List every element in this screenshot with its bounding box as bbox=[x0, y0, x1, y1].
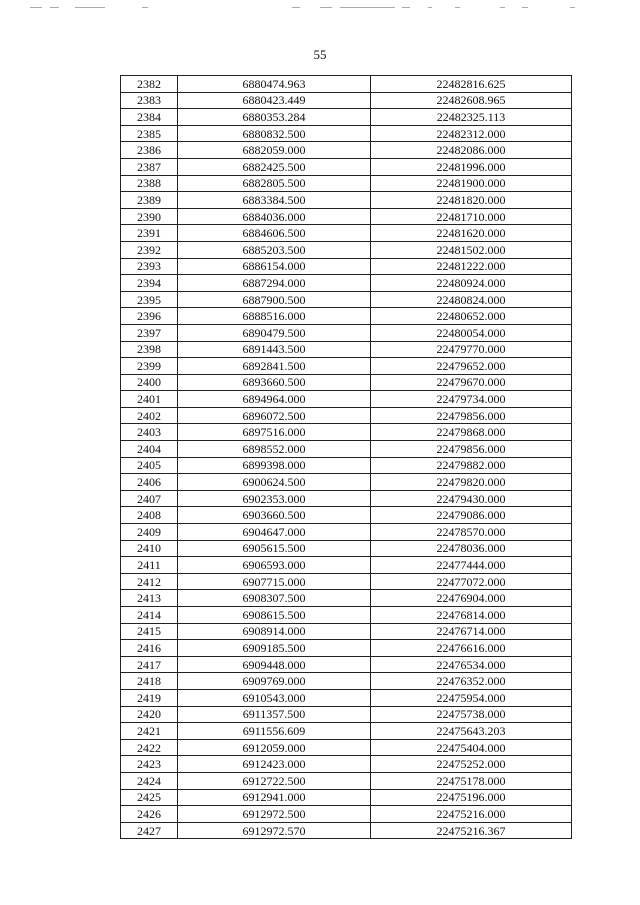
y-coordinate-cell: 22480824.000 bbox=[371, 291, 572, 308]
y-coordinate-cell: 22479652.000 bbox=[371, 358, 572, 375]
y-coordinate-cell: 22479670.000 bbox=[371, 374, 572, 391]
x-coordinate-cell: 6880474.963 bbox=[178, 76, 371, 93]
point-number-cell: 2409 bbox=[121, 524, 178, 541]
table-row bbox=[121, 125, 572, 142]
y-coordinate-cell: 22482608.965 bbox=[371, 92, 572, 109]
table-row bbox=[121, 374, 572, 391]
point-number-cell: 2395 bbox=[121, 291, 178, 308]
y-coordinate-cell: 22476534.000 bbox=[371, 656, 572, 673]
y-coordinate-cell: 22479882.000 bbox=[371, 457, 572, 474]
y-coordinate-cell: 22481900.000 bbox=[371, 175, 572, 192]
table-row bbox=[121, 640, 572, 657]
x-coordinate-cell: 6880353.284 bbox=[178, 109, 371, 126]
point-number-cell: 2412 bbox=[121, 573, 178, 590]
point-number-cell: 2396 bbox=[121, 308, 178, 325]
y-coordinate-cell: 22475178.000 bbox=[371, 772, 572, 789]
table-row bbox=[121, 457, 572, 474]
point-number-cell: 2419 bbox=[121, 689, 178, 706]
x-coordinate-cell: 6893660.500 bbox=[178, 374, 371, 391]
point-number-cell: 2401 bbox=[121, 391, 178, 408]
y-coordinate-cell: 22476904.000 bbox=[371, 590, 572, 607]
x-coordinate-cell: 6909448.000 bbox=[178, 656, 371, 673]
table-row bbox=[121, 806, 572, 823]
x-coordinate-cell: 6898552.000 bbox=[178, 441, 371, 458]
y-coordinate-cell: 22477444.000 bbox=[371, 557, 572, 574]
table-row bbox=[121, 540, 572, 557]
x-coordinate-cell: 6887294.000 bbox=[178, 275, 371, 292]
x-coordinate-cell: 6891443.500 bbox=[178, 341, 371, 358]
x-coordinate-cell: 6884606.500 bbox=[178, 225, 371, 242]
table-row bbox=[121, 391, 572, 408]
point-number-cell: 2402 bbox=[121, 407, 178, 424]
point-number-cell: 2406 bbox=[121, 474, 178, 491]
x-coordinate-cell: 6892841.500 bbox=[178, 358, 371, 375]
point-number-cell: 2398 bbox=[121, 341, 178, 358]
point-number-cell: 2390 bbox=[121, 208, 178, 225]
y-coordinate-cell: 22480054.000 bbox=[371, 324, 572, 341]
y-coordinate-cell: 22481502.000 bbox=[371, 241, 572, 258]
table-row bbox=[121, 474, 572, 491]
point-number-cell: 2397 bbox=[121, 324, 178, 341]
x-coordinate-cell: 6887900.500 bbox=[178, 291, 371, 308]
y-coordinate-cell: 22475216.367 bbox=[371, 822, 572, 839]
x-coordinate-cell: 6900624.500 bbox=[178, 474, 371, 491]
y-coordinate-cell: 22479868.000 bbox=[371, 424, 572, 441]
point-number-cell: 2399 bbox=[121, 358, 178, 375]
point-number-cell: 2424 bbox=[121, 772, 178, 789]
point-number-cell: 2421 bbox=[121, 723, 178, 740]
y-coordinate-cell: 22480652.000 bbox=[371, 308, 572, 325]
table-row bbox=[121, 258, 572, 275]
y-coordinate-cell: 22475643.203 bbox=[371, 723, 572, 740]
point-number-cell: 2391 bbox=[121, 225, 178, 242]
x-coordinate-cell: 6890479.500 bbox=[178, 324, 371, 341]
table-row bbox=[121, 341, 572, 358]
table-row bbox=[121, 623, 572, 640]
page-number: 55 bbox=[313, 47, 327, 62]
y-coordinate-cell: 22475404.000 bbox=[371, 739, 572, 756]
x-coordinate-cell: 6912972.570 bbox=[178, 822, 371, 839]
point-number-cell: 2394 bbox=[121, 275, 178, 292]
table-row bbox=[121, 291, 572, 308]
x-coordinate-cell: 6902353.000 bbox=[178, 490, 371, 507]
x-coordinate-cell: 6911357.500 bbox=[178, 706, 371, 723]
x-coordinate-cell: 6908307.500 bbox=[178, 590, 371, 607]
y-coordinate-cell: 22482816.625 bbox=[371, 76, 572, 93]
x-coordinate-cell: 6882425.500 bbox=[178, 158, 371, 175]
point-number-cell: 2404 bbox=[121, 441, 178, 458]
table-row bbox=[121, 507, 572, 524]
table-row bbox=[121, 76, 572, 93]
table-row bbox=[121, 441, 572, 458]
table-row bbox=[121, 241, 572, 258]
table-row bbox=[121, 208, 572, 225]
y-coordinate-cell: 22476616.000 bbox=[371, 640, 572, 657]
point-number-cell: 2386 bbox=[121, 142, 178, 159]
table-row bbox=[121, 158, 572, 175]
y-coordinate-cell: 22477072.000 bbox=[371, 573, 572, 590]
x-coordinate-cell: 6894964.000 bbox=[178, 391, 371, 408]
table-row bbox=[121, 573, 572, 590]
y-coordinate-cell: 22479086.000 bbox=[371, 507, 572, 524]
table-row bbox=[121, 723, 572, 740]
x-coordinate-cell: 6912059.000 bbox=[178, 739, 371, 756]
x-coordinate-cell: 6880832.500 bbox=[178, 125, 371, 142]
table-row bbox=[121, 192, 572, 209]
x-coordinate-cell: 6908615.500 bbox=[178, 607, 371, 624]
table-row bbox=[121, 689, 572, 706]
point-number-cell: 2426 bbox=[121, 806, 178, 823]
x-coordinate-cell: 6880423.449 bbox=[178, 92, 371, 109]
point-number-cell: 2393 bbox=[121, 258, 178, 275]
x-coordinate-cell: 6909185.500 bbox=[178, 640, 371, 657]
table-row bbox=[121, 822, 572, 839]
y-coordinate-cell: 22482312.000 bbox=[371, 125, 572, 142]
point-number-cell: 2413 bbox=[121, 590, 178, 607]
x-coordinate-cell: 6899398.000 bbox=[178, 457, 371, 474]
point-number-cell: 2383 bbox=[121, 92, 178, 109]
table-row bbox=[121, 656, 572, 673]
y-coordinate-cell: 22479430.000 bbox=[371, 490, 572, 507]
coordinate-table bbox=[120, 75, 572, 839]
point-number-cell: 2408 bbox=[121, 507, 178, 524]
x-coordinate-cell: 6903660.500 bbox=[178, 507, 371, 524]
x-coordinate-cell: 6896072.500 bbox=[178, 407, 371, 424]
point-number-cell: 2420 bbox=[121, 706, 178, 723]
table-row bbox=[121, 424, 572, 441]
table-row bbox=[121, 407, 572, 424]
table-row bbox=[121, 358, 572, 375]
table-row bbox=[121, 142, 572, 159]
point-number-cell: 2423 bbox=[121, 756, 178, 773]
point-number-cell: 2403 bbox=[121, 424, 178, 441]
table-row bbox=[121, 175, 572, 192]
point-number-cell: 2385 bbox=[121, 125, 178, 142]
x-coordinate-cell: 6906593.000 bbox=[178, 557, 371, 574]
table-row bbox=[121, 590, 572, 607]
point-number-cell: 2407 bbox=[121, 490, 178, 507]
table-row bbox=[121, 308, 572, 325]
point-number-cell: 2427 bbox=[121, 822, 178, 839]
coordinate-table-body bbox=[121, 76, 572, 839]
table-row bbox=[121, 524, 572, 541]
x-coordinate-cell: 6908914.000 bbox=[178, 623, 371, 640]
table-row bbox=[121, 92, 572, 109]
x-coordinate-cell: 6897516.000 bbox=[178, 424, 371, 441]
table-row bbox=[121, 739, 572, 756]
y-coordinate-cell: 22479820.000 bbox=[371, 474, 572, 491]
y-coordinate-cell: 22481820.000 bbox=[371, 192, 572, 209]
y-coordinate-cell: 22475216.000 bbox=[371, 806, 572, 823]
y-coordinate-cell: 22481222.000 bbox=[371, 258, 572, 275]
point-number-cell: 2405 bbox=[121, 457, 178, 474]
y-coordinate-cell: 22475196.000 bbox=[371, 789, 572, 806]
table-row bbox=[121, 109, 572, 126]
point-number-cell: 2387 bbox=[121, 158, 178, 175]
y-coordinate-cell: 22479856.000 bbox=[371, 441, 572, 458]
point-number-cell: 2414 bbox=[121, 607, 178, 624]
point-number-cell: 2411 bbox=[121, 557, 178, 574]
y-coordinate-cell: 22482086.000 bbox=[371, 142, 572, 159]
table-row bbox=[121, 706, 572, 723]
y-coordinate-cell: 22479770.000 bbox=[371, 341, 572, 358]
x-coordinate-cell: 6912423.000 bbox=[178, 756, 371, 773]
point-number-cell: 2384 bbox=[121, 109, 178, 126]
point-number-cell: 2389 bbox=[121, 192, 178, 209]
point-number-cell: 2410 bbox=[121, 540, 178, 557]
x-coordinate-cell: 6911556.609 bbox=[178, 723, 371, 740]
table-row bbox=[121, 756, 572, 773]
x-coordinate-cell: 6884036.000 bbox=[178, 208, 371, 225]
y-coordinate-cell: 22476814.000 bbox=[371, 607, 572, 624]
x-coordinate-cell: 6912941.000 bbox=[178, 789, 371, 806]
y-coordinate-cell: 22479734.000 bbox=[371, 391, 572, 408]
table-row bbox=[121, 275, 572, 292]
x-coordinate-cell: 6883384.500 bbox=[178, 192, 371, 209]
x-coordinate-cell: 6882805.500 bbox=[178, 175, 371, 192]
x-coordinate-cell: 6882059.000 bbox=[178, 142, 371, 159]
scan-artifacts bbox=[30, 7, 590, 9]
table-row bbox=[121, 324, 572, 341]
y-coordinate-cell: 22476714.000 bbox=[371, 623, 572, 640]
point-number-cell: 2425 bbox=[121, 789, 178, 806]
y-coordinate-cell: 22480924.000 bbox=[371, 275, 572, 292]
y-coordinate-cell: 22482325.113 bbox=[371, 109, 572, 126]
table-row bbox=[121, 772, 572, 789]
x-coordinate-cell: 6907715.000 bbox=[178, 573, 371, 590]
y-coordinate-cell: 22475252.000 bbox=[371, 756, 572, 773]
x-coordinate-cell: 6909769.000 bbox=[178, 673, 371, 690]
y-coordinate-cell: 22478036.000 bbox=[371, 540, 572, 557]
y-coordinate-cell: 22479856.000 bbox=[371, 407, 572, 424]
point-number-cell: 2415 bbox=[121, 623, 178, 640]
point-number-cell: 2416 bbox=[121, 640, 178, 657]
table-row bbox=[121, 557, 572, 574]
x-coordinate-cell: 6905615.500 bbox=[178, 540, 371, 557]
y-coordinate-cell: 22481996.000 bbox=[371, 158, 572, 175]
table-row bbox=[121, 225, 572, 242]
point-number-cell: 2382 bbox=[121, 76, 178, 93]
x-coordinate-cell: 6904647.000 bbox=[178, 524, 371, 541]
table-row bbox=[121, 789, 572, 806]
y-coordinate-cell: 22475954.000 bbox=[371, 689, 572, 706]
point-number-cell: 2392 bbox=[121, 241, 178, 258]
point-number-cell: 2400 bbox=[121, 374, 178, 391]
y-coordinate-cell: 22481710.000 bbox=[371, 208, 572, 225]
y-coordinate-cell: 22476352.000 bbox=[371, 673, 572, 690]
x-coordinate-cell: 6886154.000 bbox=[178, 258, 371, 275]
point-number-cell: 2418 bbox=[121, 673, 178, 690]
table-row bbox=[121, 673, 572, 690]
x-coordinate-cell: 6910543.000 bbox=[178, 689, 371, 706]
point-number-cell: 2417 bbox=[121, 656, 178, 673]
y-coordinate-cell: 22478570.000 bbox=[371, 524, 572, 541]
y-coordinate-cell: 22481620.000 bbox=[371, 225, 572, 242]
table-row bbox=[121, 490, 572, 507]
y-coordinate-cell: 22475738.000 bbox=[371, 706, 572, 723]
x-coordinate-cell: 6888516.000 bbox=[178, 308, 371, 325]
x-coordinate-cell: 6912972.500 bbox=[178, 806, 371, 823]
point-number-cell: 2422 bbox=[121, 739, 178, 756]
x-coordinate-cell: 6912722.500 bbox=[178, 772, 371, 789]
x-coordinate-cell: 6885203.500 bbox=[178, 241, 371, 258]
table-row bbox=[121, 607, 572, 624]
point-number-cell: 2388 bbox=[121, 175, 178, 192]
